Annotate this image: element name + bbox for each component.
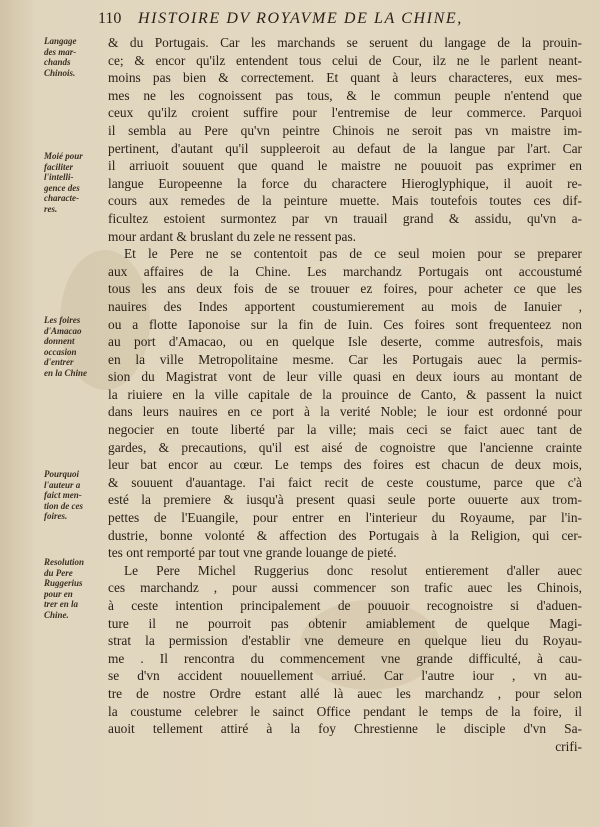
text-line: nauires des Indes apportent coustumierement au mois de Ianuier , <box>108 298 582 314</box>
text-line: cours aux remedes de la peinture muette. Mais toutefois toutes ces dif- <box>108 193 582 209</box>
margin-note-line: en la Chine <box>44 367 88 378</box>
margin-note-line: des mar- <box>44 46 77 57</box>
text-line: pettes de l'Euangile, pour entrer en l'interieur du Royaume, par l'in- <box>108 510 582 526</box>
text-line: ce; & encor qu'ilz entendent tous celui de Cour, ilz ne le parlent neant- <box>108 52 582 68</box>
margin-note <box>44 36 110 78</box>
text-line: au port d'Amacao, ou en quelque Isle deserte, comme autresfois, mais <box>108 334 582 350</box>
text-line: esté la premiere & iusqu'à present quasi seule porte ouuerte aux trom- <box>108 492 582 508</box>
margin-note <box>44 557 110 620</box>
text-line: tous les ans deux fois de se trouuer ez foires, pour acheter ce que les <box>108 281 582 297</box>
text-line: negocier en toute liberté par la ville; mais ceci se faict auec tant de <box>108 422 582 438</box>
margin-note-line: Moié pour <box>44 151 83 161</box>
margin-note-line: d'Amacao <box>44 325 82 336</box>
text-line: tre de nostre Ordre estant allé là auec les marchandz , pour selon <box>108 685 582 701</box>
margin-note-line: Pourquoi <box>44 469 80 479</box>
catchword: crifi- <box>555 738 582 754</box>
margin-note-line: Ruggerius <box>44 578 83 588</box>
text-line: en la ville Metropolitaine mesme. Car les Portugais auec la permis- <box>108 351 582 367</box>
text-line: gardes, & precautions, qu'il est aisé de cognoistre que l'ancienne crainte <box>108 439 582 455</box>
text-line: ces marchandz , pour aussi commencer son trafic auec les Chinois, <box>108 580 582 596</box>
running-title: HISTOIRE DV ROYAVME DE LA CHINE, <box>138 10 463 27</box>
margin-note-line: Chinois. <box>44 67 76 78</box>
margin-note-line: l'auteur a <box>44 479 81 490</box>
margin-note-line: Les foires <box>44 315 81 325</box>
text-line: dustrie, bonne volonté & affection des Portugais à la Religion, qui cer- <box>108 527 582 543</box>
text-line: il sembla au Pere qu'vn peintre Chinois ne seroit pas vn maistre im- <box>108 122 582 138</box>
text-line: langue Europeenne la force du charactere Hieroglyphique, il auoit re- <box>108 175 582 191</box>
text-line: me . Il rencontra du commencement vne grande difficulté, à cau- <box>108 650 582 666</box>
margin-note-line: tion de ces <box>44 500 83 511</box>
margin-note-line: Chine. <box>44 609 69 620</box>
text-line: la riuiere en la ville capitale de la prouince de Canto, & passent la nuict <box>108 386 582 402</box>
text-line: moins pas bien & correctement. Et quant à leurs characteres, eux mes- <box>108 70 582 86</box>
text-line: aux affaires de la Chine. Les marchandz Portugais ont accoustumé <box>108 263 582 279</box>
text-line: sion du Magistrat vont de leur ville quasi en deux iours au montant de <box>108 369 582 385</box>
text-line: ficultez estoient surmontez par vn trauail grand & assidu, qu'vn a- <box>108 210 582 226</box>
margin-note-line: characte- <box>44 193 79 203</box>
margin-note-line: gence des <box>44 182 80 193</box>
margin-note <box>44 151 110 214</box>
text-line: ture il ne pourroit pas obtenir amiablement de quelque Magi- <box>108 615 582 631</box>
text-line: la coustume celebrer le sainct Office pendant le temps de la foire, il <box>108 703 582 719</box>
text-line: dans leurs nauires en ce port à la verité Noble; le iour est ordonné pour <box>108 404 582 420</box>
text-line: auoit tellement attiré à la foy Chrestienne le disciple d'vn Sa- <box>108 721 582 737</box>
text-line: leur bat encor au cœur. Le temps des foires est chacun de deux mois, <box>108 457 582 473</box>
margin-note-line: Langage <box>44 36 77 46</box>
text-line: ou a flotte Iaponoise sur la fin de Iuin. Ces foires sont frequenteez non <box>108 316 582 332</box>
text-line: se d'vn accident nouuellement arriué. Car l'autre iour , vn au- <box>108 668 582 684</box>
margin-note-line: trer en la <box>44 599 79 609</box>
margin-note-line: foires. <box>44 511 68 521</box>
body-text <box>108 34 582 755</box>
margin-note-line: l'intelli- <box>44 172 74 182</box>
page-number: 110 <box>98 10 122 27</box>
margin-note-line: donnent <box>44 336 75 346</box>
margin-note-line: occasion <box>44 346 77 357</box>
margin-note <box>44 469 110 522</box>
text-line: tes ont remporté par tout vne grande louange de pieté. <box>108 545 397 561</box>
text-line: ceux qu'ilz croient suffire pour l'entremise de leur commerce. Parquoi <box>108 105 582 121</box>
text-line: il arriuoit souuent que quand le maistre ne pouuoit pas exprimer en <box>108 158 582 174</box>
margin-note-line: faict men- <box>44 490 82 500</box>
text-line: Et le Pere ne se contentoit pas de ce seul moien pour se preparer <box>124 246 582 262</box>
margin-note <box>44 315 110 378</box>
margin-note-line: d'entrer <box>44 357 74 367</box>
text-line: mour ardant & bruslant du zele ne ressent pas. <box>108 228 357 244</box>
text-line: pertinent, d'autant qu'il suppleeroit au defaut de la langue par l'art. Car <box>108 140 582 156</box>
text-line: à ceste intention principalement de pouuoir recognoistre si d'aduen- <box>108 598 582 613</box>
text-line: & souuent d'auantage. I'ai faict recit de ceste coustume, parce que c'à <box>108 474 582 490</box>
text-line: mes ne les cognoissent pas tous, & le commun peuple n'entend que <box>108 87 582 103</box>
margin-note-line: faciliter <box>44 161 73 172</box>
text-line: & du Portugais. Car les marchands se seruent du langage de la prouin- <box>108 35 582 50</box>
margin-note-line: du Pere <box>44 567 73 578</box>
running-head <box>98 10 588 32</box>
margin-note-line: res. <box>44 203 58 214</box>
text-line: Le Pere Michel Ruggerius donc resolut entierement d'aller auec <box>124 562 582 578</box>
margin-note-line: Resolution <box>44 557 85 567</box>
margin-note-line: pour en <box>44 588 73 599</box>
margin-note-line: chands <box>44 57 71 67</box>
text-line: strat la permission d'establir vne demeure en quelque lieu du Royau- <box>108 633 582 649</box>
